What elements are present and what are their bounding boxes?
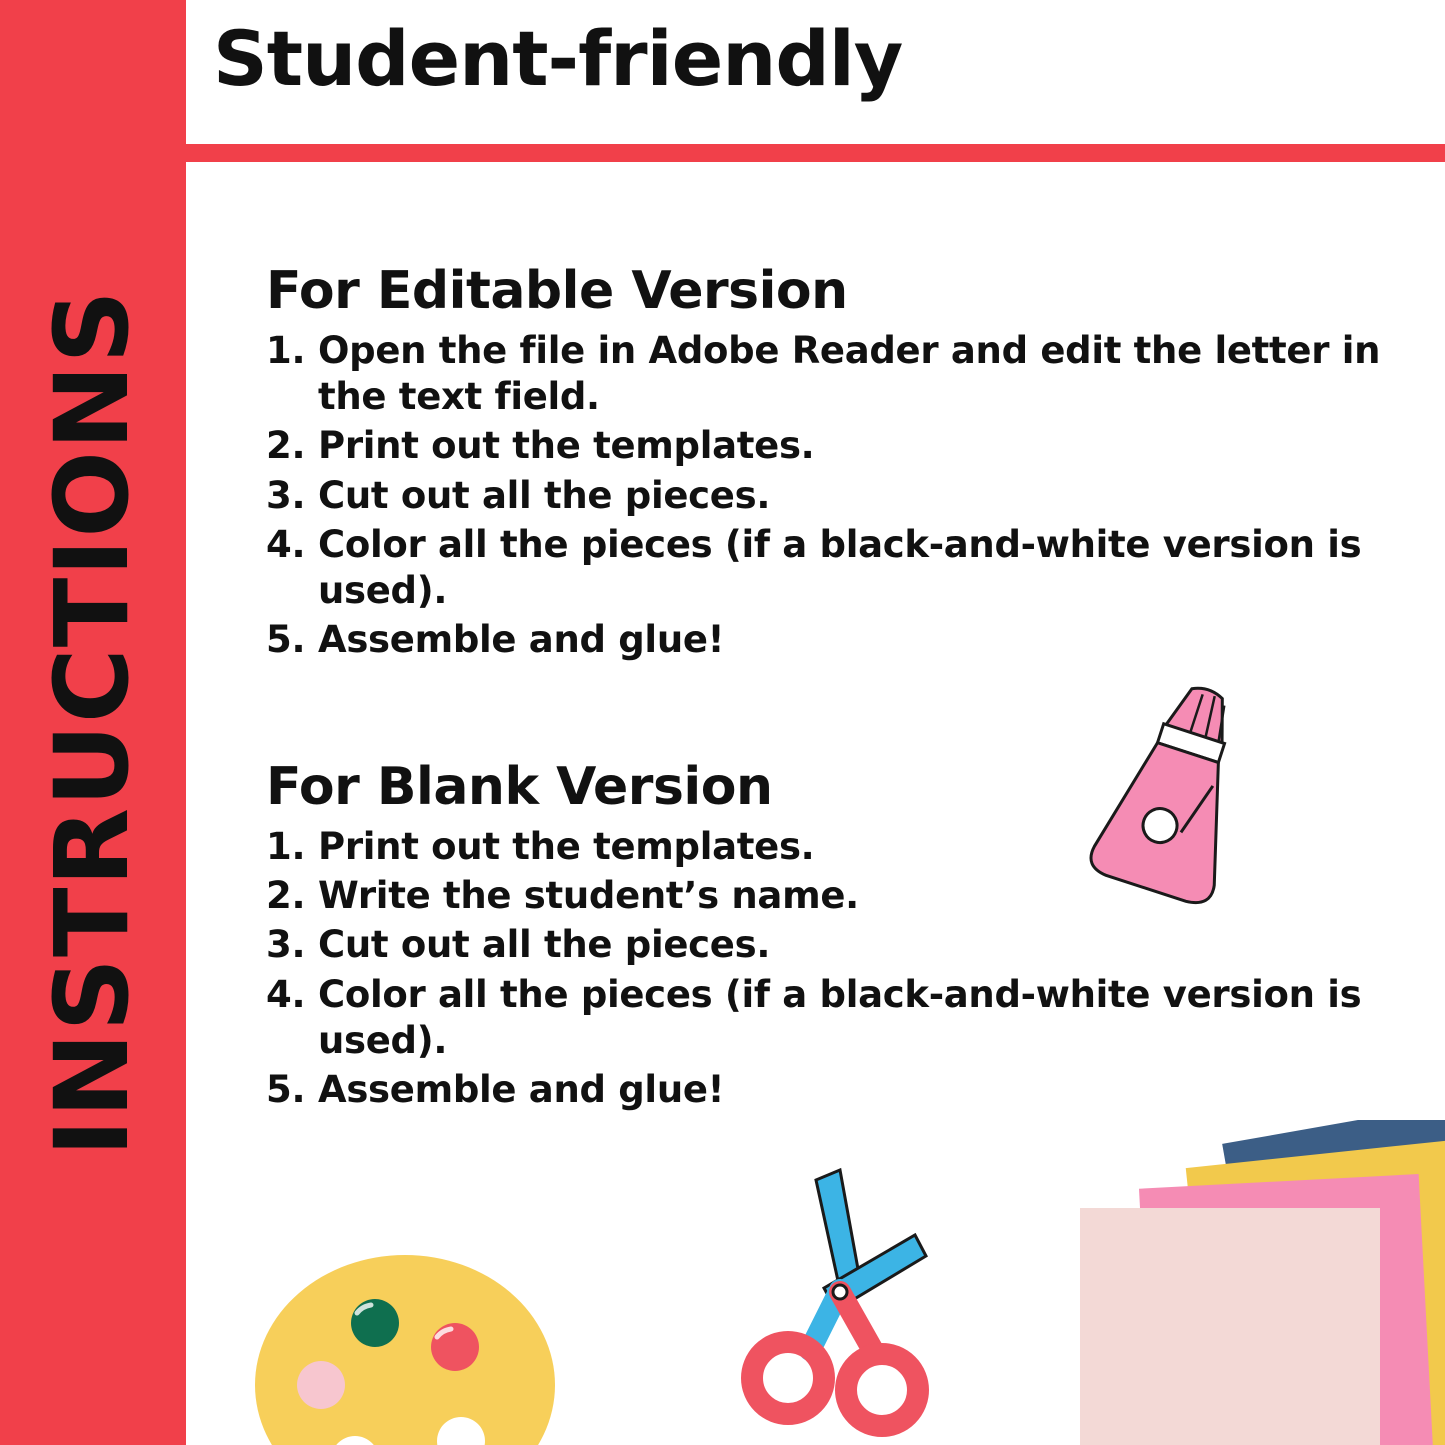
list-item (266, 972, 1441, 1065)
sidebar-title: INSTRUCTIONS (33, 288, 152, 1157)
list-item (266, 922, 1441, 968)
instructions-content (186, 162, 1445, 1445)
header-divider (186, 144, 1445, 162)
step-text: Write the student’s name. (318, 874, 859, 918)
section-blank-version (266, 758, 1441, 1116)
step-number: 3. (266, 923, 306, 967)
list-item (266, 473, 1441, 519)
list-item (266, 328, 1441, 421)
step-number: 1. (266, 328, 306, 372)
step-number: 4. (266, 522, 306, 566)
list-item (266, 522, 1441, 615)
step-number: 5. (266, 618, 306, 662)
list-item (266, 423, 1441, 469)
step-text: Color all the pieces (if a black-and-white version is used). (318, 522, 1362, 613)
steps-list-editable (266, 328, 1441, 664)
section-editable-version (266, 262, 1441, 667)
page-title: Student-friendly (213, 14, 903, 103)
step-number: 5. (266, 1068, 306, 1112)
section-title-blank: For Blank Version (266, 757, 773, 817)
step-text: Print out the templates. (318, 824, 815, 868)
step-text: Print out the templates. (318, 424, 815, 468)
step-number: 3. (266, 473, 306, 517)
step-text: Color all the pieces (if a black-and-white version is used). (318, 972, 1362, 1062)
sidebar (0, 0, 186, 1445)
step-number: 4. (266, 972, 306, 1016)
steps-list-blank (266, 824, 1441, 1114)
step-number: 1. (266, 824, 306, 868)
header-bar (186, 0, 1445, 144)
list-item (266, 873, 1441, 919)
step-text: Cut out all the pieces. (318, 923, 771, 967)
sidebar-title-wrap (0, 0, 186, 1445)
section-title-editable: For Editable Version (266, 261, 848, 321)
step-text: Assemble and glue! (318, 1068, 725, 1112)
step-number: 2. (266, 424, 306, 468)
step-text: Open the file in Adobe Reader and edit the letter in the text field. (318, 328, 1381, 419)
step-text: Assemble and glue! (318, 618, 725, 662)
list-item (266, 1067, 1441, 1113)
list-item (266, 617, 1441, 663)
list-item (266, 824, 1441, 870)
step-text: Cut out all the pieces. (318, 473, 771, 517)
step-number: 2. (266, 874, 306, 918)
